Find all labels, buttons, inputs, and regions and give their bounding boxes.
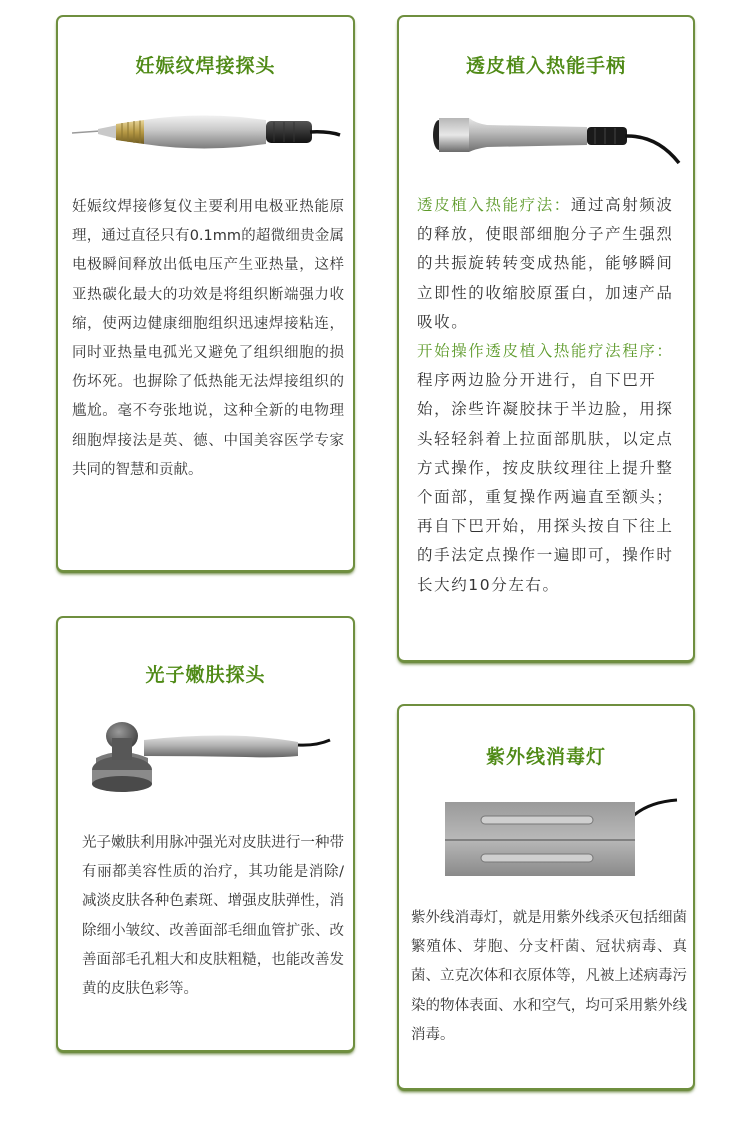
operation-text: 程序两边脸分开进行，自下巴开始，涂些许凝胶抹于半边脸，用探头轻轻斜着上拉面部肌肤，以定点方式操作，按皮肤纹理往上提升整个面部，重复操作两遍直至额头；再自下巴开始，用探头按自下往上的手法定点操作一遍即可，操作时长大约10分左右。 <box>417 371 674 594</box>
card-pregnancy-probe <box>56 15 355 572</box>
card-photon-probe <box>56 616 355 1052</box>
welding-probe-image <box>70 103 350 163</box>
card-description: 妊娠纹焊接修复仪主要利用电极亚热能原理，通过直径只有0.1mm的超微细贵金属电极瞬间释放出低电压产生亚热量，这样亚热碳化最大的功效是将组织断端强力收缩，使两边健康细胞组织迅速焊接粘连，同时亚热量电孤光又避免了组织细胞的损伤坏死。也摒除了低热能无法焊接组织的尴尬。毫不夸张地说，这种全新的电物理细胞焊接法是英、德、中国美容医学专家共同的智慧和贡献。 <box>72 199 344 478</box>
card-uv-lamp <box>397 704 695 1090</box>
uv-lamp-image <box>439 794 689 884</box>
operation-label: 开始操作透皮植入热能疗法程序： <box>417 342 674 361</box>
rf-handle-description <box>417 191 685 600</box>
card-description: 光子嫩肤利用脉冲强光对皮肤进行一种带有丽都美容性质的治疗，其功能是消除/减淡皮肤各种色素斑、增强皮肤弹性，消除细小皱纹、改善面部毛细血管扩张、改善面部毛孔粗大和皮肤粗糙，也能改善发黄的皮肤色彩等。 <box>82 835 344 998</box>
photon-probe-image <box>86 710 350 800</box>
card-rf-handle <box>397 15 695 662</box>
card-title: 光子嫩肤探头 <box>145 664 266 686</box>
card-title: 妊娠纹焊接探头 <box>135 55 276 77</box>
method-text: 通过高射频波的释放，使眼部细胞分子产生强烈的共振旋转转变成热能，能够瞬间立即性的收缩胶原蛋白，加速产品吸收。 <box>417 196 674 331</box>
card-title: 透皮植入热能手柄 <box>465 55 626 77</box>
method-label: 透皮植入热能疗法： <box>417 196 571 214</box>
rf-handle-image <box>427 105 689 167</box>
card-description: 紫外线消毒灯，就是用紫外线杀灭包括细菌繁殖体、芽胞、分支杆菌、冠状病毒、真菌、立克次体和衣原体等，凡被上述病毒污染的物体表面、水和空气，均可采用紫外线消毒。 <box>411 910 687 1043</box>
card-title: 紫外线消毒灯 <box>485 746 606 768</box>
